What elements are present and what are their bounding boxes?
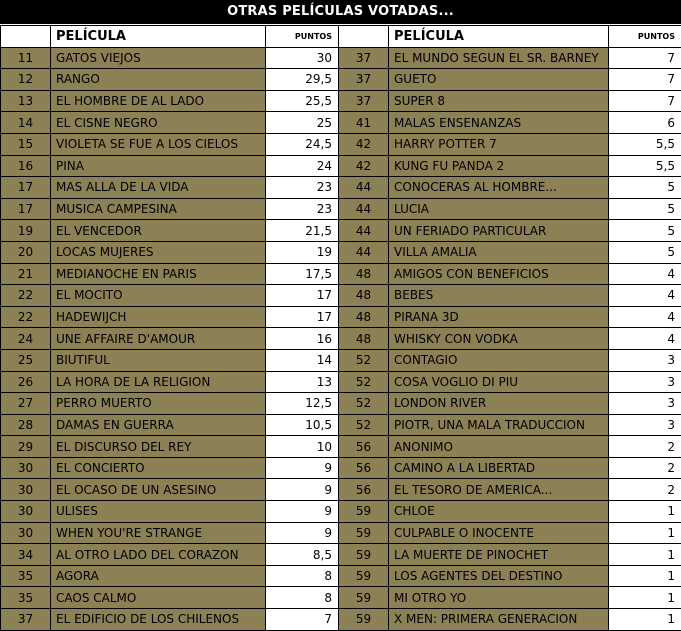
left-rank-cell: 11 — [1, 47, 51, 69]
left-rank-cell: 30 — [1, 522, 51, 544]
left-points-cell: 24 — [266, 155, 339, 177]
table-row — [1, 393, 681, 415]
table-row — [1, 328, 681, 350]
left-points-cell: 23 — [266, 177, 339, 199]
right-points-cell: 4 — [609, 328, 681, 350]
right-rank-cell: 42 — [339, 133, 389, 155]
right-title-cell: UN FERIADO PARTICULAR — [389, 220, 609, 242]
right-rank-cell: 42 — [339, 155, 389, 177]
table-row — [1, 47, 681, 69]
right-points-cell: 1 — [609, 609, 681, 631]
left-rank-cell: 17 — [1, 198, 51, 220]
left-title-cell: MUSICA CAMPESINA — [51, 198, 266, 220]
right-title-cell: BEBES — [389, 285, 609, 307]
table-row — [1, 479, 681, 501]
table-row — [1, 112, 681, 134]
left-title-cell: HADEWIJCH — [51, 306, 266, 328]
left-points-cell: 17 — [266, 285, 339, 307]
left-title-cell: LOCAS MUJERES — [51, 241, 266, 263]
left-points-cell: 30 — [266, 47, 339, 69]
left-title-cell: PERRO MUERTO — [51, 393, 266, 415]
left-points-cell: 25,5 — [266, 90, 339, 112]
right-points-cell: 5 — [609, 220, 681, 242]
left-points-cell: 24,5 — [266, 133, 339, 155]
left-rank-cell: 37 — [1, 609, 51, 631]
left-title-cell: UNE AFFAIRE D'AMOUR — [51, 328, 266, 350]
right-rank-cell: 59 — [339, 501, 389, 523]
left-rank-cell: 13 — [1, 90, 51, 112]
rank-header-right — [339, 26, 389, 48]
right-rank-cell: 52 — [339, 393, 389, 415]
right-points-cell: 2 — [609, 436, 681, 458]
right-title-cell: CAMINO A LA LIBERTAD — [389, 457, 609, 479]
right-points-cell: 3 — [609, 414, 681, 436]
left-rank-cell: 22 — [1, 306, 51, 328]
right-points-cell: 1 — [609, 587, 681, 609]
right-title-cell: MI OTRO YO — [389, 587, 609, 609]
left-rank-cell: 35 — [1, 587, 51, 609]
title-header-right: PELÍCULA — [389, 26, 609, 48]
right-rank-cell: 52 — [339, 349, 389, 371]
right-title-cell: AMIGOS CON BENEFICIOS — [389, 263, 609, 285]
right-title-cell: KUNG FU PANDA 2 — [389, 155, 609, 177]
right-rank-cell: 44 — [339, 198, 389, 220]
right-points-cell: 4 — [609, 306, 681, 328]
right-points-cell: 7 — [609, 47, 681, 69]
table-row — [1, 414, 681, 436]
right-rank-cell: 56 — [339, 479, 389, 501]
left-points-cell: 10 — [266, 436, 339, 458]
table-row — [1, 241, 681, 263]
left-points-cell: 23 — [266, 198, 339, 220]
right-rank-cell: 37 — [339, 69, 389, 91]
right-points-cell: 1 — [609, 565, 681, 587]
right-points-cell: 2 — [609, 479, 681, 501]
right-points-cell: 5,5 — [609, 133, 681, 155]
right-title-cell: ANONIMO — [389, 436, 609, 458]
right-points-cell: 3 — [609, 349, 681, 371]
left-title-cell: MAS ALLA DE LA VIDA — [51, 177, 266, 199]
left-title-cell: WHEN YOU'RE STRANGE — [51, 522, 266, 544]
left-title-cell: MEDIANOCHE EN PARIS — [51, 263, 266, 285]
right-title-cell: VILLA AMALIA — [389, 241, 609, 263]
right-points-cell: 5 — [609, 241, 681, 263]
left-points-cell: 7 — [266, 609, 339, 631]
left-title-cell: AGORA — [51, 565, 266, 587]
right-title-cell: EL MUNDO SEGUN EL SR. BARNEY — [389, 47, 609, 69]
right-points-cell: 4 — [609, 263, 681, 285]
right-title-cell: EL TESORO DE AMERICA... — [389, 479, 609, 501]
left-rank-cell: 34 — [1, 544, 51, 566]
table-row — [1, 306, 681, 328]
table-row — [1, 285, 681, 307]
right-title-cell: LOS AGENTES DEL DESTINO — [389, 565, 609, 587]
left-rank-cell: 29 — [1, 436, 51, 458]
points-header-right: PUNTOS — [609, 26, 681, 48]
left-points-cell: 9 — [266, 522, 339, 544]
right-rank-cell: 37 — [339, 47, 389, 69]
left-title-cell: EL DISCURSO DEL REY — [51, 436, 266, 458]
right-rank-cell: 48 — [339, 328, 389, 350]
right-rank-cell: 41 — [339, 112, 389, 134]
table-row — [1, 177, 681, 199]
left-title-cell: CAOS CALMO — [51, 587, 266, 609]
left-points-cell: 19 — [266, 241, 339, 263]
left-title-cell: BIUTIFUL — [51, 349, 266, 371]
left-title-cell: RANGO — [51, 69, 266, 91]
left-points-cell: 17 — [266, 306, 339, 328]
right-points-cell: 5 — [609, 198, 681, 220]
table-row — [1, 133, 681, 155]
left-rank-cell: 35 — [1, 565, 51, 587]
table-row — [1, 69, 681, 91]
left-points-cell: 8,5 — [266, 544, 339, 566]
right-rank-cell: 48 — [339, 285, 389, 307]
left-points-cell: 9 — [266, 457, 339, 479]
left-rank-cell: 26 — [1, 371, 51, 393]
right-rank-cell: 37 — [339, 90, 389, 112]
left-rank-cell: 22 — [1, 285, 51, 307]
left-title-cell: EL MOCITO — [51, 285, 266, 307]
left-rank-cell: 15 — [1, 133, 51, 155]
right-title-cell: HARRY POTTER 7 — [389, 133, 609, 155]
right-rank-cell: 52 — [339, 371, 389, 393]
right-points-cell: 2 — [609, 457, 681, 479]
left-rank-cell: 30 — [1, 501, 51, 523]
right-points-cell: 5,5 — [609, 155, 681, 177]
table-row — [1, 349, 681, 371]
left-points-cell: 29,5 — [266, 69, 339, 91]
table-row — [1, 544, 681, 566]
left-points-cell: 8 — [266, 587, 339, 609]
left-rank-cell: 19 — [1, 220, 51, 242]
left-rank-cell: 30 — [1, 457, 51, 479]
left-rank-cell: 30 — [1, 479, 51, 501]
right-rank-cell: 44 — [339, 220, 389, 242]
table-row — [1, 501, 681, 523]
right-rank-cell: 44 — [339, 177, 389, 199]
movie-ranking-table — [0, 25, 681, 631]
right-points-cell: 4 — [609, 285, 681, 307]
right-points-cell: 6 — [609, 112, 681, 134]
right-rank-cell: 59 — [339, 544, 389, 566]
left-points-cell: 13 — [266, 371, 339, 393]
left-points-cell: 17,5 — [266, 263, 339, 285]
left-points-cell: 9 — [266, 501, 339, 523]
right-title-cell: CHLOE — [389, 501, 609, 523]
right-title-cell: CONTAGIO — [389, 349, 609, 371]
right-rank-cell: 48 — [339, 263, 389, 285]
left-points-cell: 16 — [266, 328, 339, 350]
right-points-cell: 3 — [609, 393, 681, 415]
right-title-cell: LA MUERTE DE PINOCHET — [389, 544, 609, 566]
left-title-cell: EL HOMBRE DE AL LADO — [51, 90, 266, 112]
right-title-cell: PIOTR, UNA MALA TRADUCCION — [389, 414, 609, 436]
right-title-cell: LONDON RIVER — [389, 393, 609, 415]
table-row — [1, 565, 681, 587]
right-rank-cell: 59 — [339, 565, 389, 587]
left-rank-cell: 24 — [1, 328, 51, 350]
left-title-cell: EL VENCEDOR — [51, 220, 266, 242]
table-row — [1, 609, 681, 631]
right-points-cell: 7 — [609, 69, 681, 91]
right-title-cell: PIRANA 3D — [389, 306, 609, 328]
right-rank-cell: 56 — [339, 436, 389, 458]
right-title-cell: WHISKY CON VODKA — [389, 328, 609, 350]
right-title-cell: MALAS ENSENANZAS — [389, 112, 609, 134]
right-points-cell: 1 — [609, 544, 681, 566]
table-row — [1, 90, 681, 112]
right-title-cell: GUETO — [389, 69, 609, 91]
right-rank-cell: 59 — [339, 522, 389, 544]
right-rank-cell: 59 — [339, 609, 389, 631]
table-row — [1, 371, 681, 393]
left-rank-cell: 27 — [1, 393, 51, 415]
right-title-cell: LUCIA — [389, 198, 609, 220]
right-points-cell: 1 — [609, 501, 681, 523]
left-title-cell: EL OCASO DE UN ASESINO — [51, 479, 266, 501]
table-row — [1, 587, 681, 609]
points-header-left: PUNTOS — [266, 26, 339, 48]
left-title-cell: PINA — [51, 155, 266, 177]
left-rank-cell: 17 — [1, 177, 51, 199]
left-points-cell: 21,5 — [266, 220, 339, 242]
rank-header-left — [1, 26, 51, 48]
right-rank-cell: 59 — [339, 587, 389, 609]
left-rank-cell: 16 — [1, 155, 51, 177]
left-points-cell: 14 — [266, 349, 339, 371]
header-row — [1, 26, 681, 48]
left-points-cell: 12,5 — [266, 393, 339, 415]
table-row — [1, 155, 681, 177]
right-rank-cell: 56 — [339, 457, 389, 479]
left-points-cell: 8 — [266, 565, 339, 587]
left-title-cell: GATOS VIEJOS — [51, 47, 266, 69]
right-points-cell: 3 — [609, 371, 681, 393]
left-title-cell: LA HORA DE LA RELIGION — [51, 371, 266, 393]
right-rank-cell: 44 — [339, 241, 389, 263]
right-title-cell: SUPER 8 — [389, 90, 609, 112]
left-title-cell: EL EDIFICIO DE LOS CHILENOS — [51, 609, 266, 631]
left-title-cell: VIOLETA SE FUE A LOS CIELOS — [51, 133, 266, 155]
left-points-cell: 9 — [266, 479, 339, 501]
left-rank-cell: 14 — [1, 112, 51, 134]
left-points-cell: 10,5 — [266, 414, 339, 436]
table-row — [1, 522, 681, 544]
left-rank-cell: 12 — [1, 69, 51, 91]
right-points-cell: 1 — [609, 522, 681, 544]
left-title-cell: EL CONCIERTO — [51, 457, 266, 479]
left-title-cell: ULISES — [51, 501, 266, 523]
left-title-cell: EL CISNE NEGRO — [51, 112, 266, 134]
table-row — [1, 436, 681, 458]
right-title-cell: COSA VOGLIO DI PIU — [389, 371, 609, 393]
right-points-cell: 5 — [609, 177, 681, 199]
left-rank-cell: 28 — [1, 414, 51, 436]
right-title-cell: CONOCERAS AL HOMBRE... — [389, 177, 609, 199]
left-rank-cell: 21 — [1, 263, 51, 285]
left-points-cell: 25 — [266, 112, 339, 134]
left-title-cell: AL OTRO LADO DEL CORAZON — [51, 544, 266, 566]
table-row — [1, 198, 681, 220]
right-title-cell: CULPABLE O INOCENTE — [389, 522, 609, 544]
right-title-cell: X MEN: PRIMERA GENERACION — [389, 609, 609, 631]
right-rank-cell: 48 — [339, 306, 389, 328]
right-points-cell: 7 — [609, 90, 681, 112]
table-row — [1, 220, 681, 242]
right-rank-cell: 52 — [339, 414, 389, 436]
table-title: OTRAS PELÍCULAS VOTADAS... — [0, 0, 681, 24]
left-title-cell: DAMAS EN GUERRA — [51, 414, 266, 436]
left-rank-cell: 20 — [1, 241, 51, 263]
left-rank-cell: 25 — [1, 349, 51, 371]
table-row — [1, 457, 681, 479]
title-header-left: PELÍCULA — [51, 26, 266, 48]
table-row — [1, 263, 681, 285]
